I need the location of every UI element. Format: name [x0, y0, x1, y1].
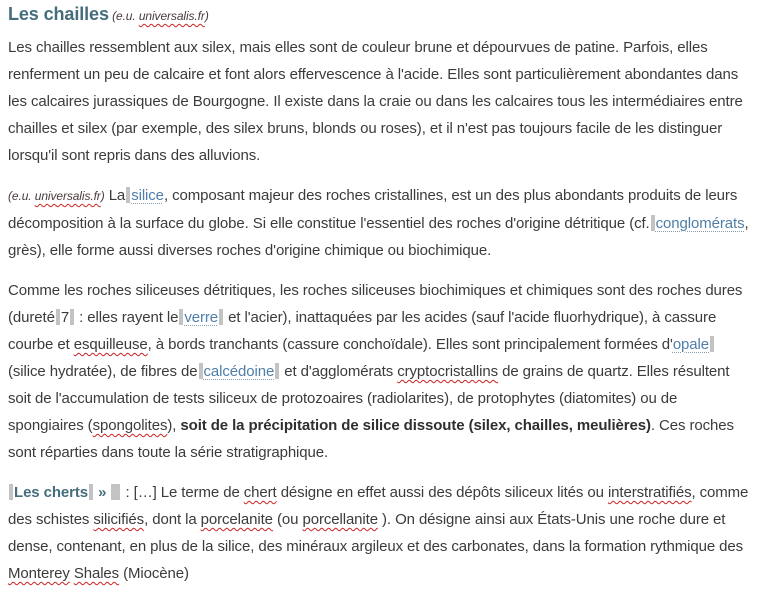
text-run: et l'acier), inattaquées par les acides (sauf l'acide fluorhydrique), à cassure courbe et	[8, 309, 717, 353]
spellcheck-flagged-word: porcelanite	[200, 511, 273, 528]
source-note-text: )	[100, 189, 105, 203]
text-run: : […] Le terme de	[121, 484, 244, 501]
bookmark-bar-mark	[219, 309, 223, 325]
document-title-text: Les chailles	[8, 4, 109, 24]
spellcheck-flagged-word: spongolites	[92, 417, 168, 434]
bookmark-bar-mark	[275, 363, 279, 379]
text-run: (silice hydratée), de fibres de	[8, 363, 198, 380]
inline-subheading: Les cherts	[14, 484, 89, 501]
spellcheck-flagged-word: silicifiés	[93, 511, 145, 528]
bookmark-bar-mark	[126, 187, 130, 203]
text-run: . Ces roches sont réparties dans toute la série stratigraphique.	[8, 417, 734, 461]
paragraph-roches-siliceuses	[8, 277, 751, 466]
text-run: , dont la	[144, 511, 201, 528]
spellcheck-flagged-word: cryptocristallins	[397, 363, 499, 380]
bookmark-bar-mark	[9, 484, 13, 500]
bookmark-block-mark	[111, 484, 120, 500]
paragraph-chailles-description	[8, 34, 751, 169]
text-run: 7	[60, 309, 70, 326]
spellcheck-flagged-word: porcellanite	[302, 511, 378, 528]
text-run: et d'agglomérats	[280, 363, 398, 380]
inline-link[interactable]: silice	[131, 187, 164, 204]
text-run: ). On désigne ainsi aux États-Unis une roche dure et dense, contenant, en plus de la silice, des minéraux argileux et des carbonates, dans la formation rythmique des	[8, 511, 744, 555]
paragraph-les-cherts	[8, 479, 751, 587]
text-run: (Miocène)	[119, 565, 189, 582]
text-run: de grains de quartz. Elles résultent soit de l'accumulation de tests siliceux de protozoaires (radiolarites), de protophytes (diatomites) ou de spongiaires (	[8, 363, 730, 434]
source-note-text: )	[204, 9, 209, 23]
text-run: , à bords tranchants (cassure conchoïdale). Elles sont principalement formées d'	[147, 336, 673, 353]
source-note-text: (e.u.	[108, 9, 139, 23]
source-note-text: (e.u.	[8, 189, 35, 203]
inline-link[interactable]: calcédoine	[203, 363, 275, 380]
bookmark-bar-mark	[70, 309, 74, 325]
text-run: (ou	[272, 511, 303, 528]
inline-link[interactable]: opale	[672, 336, 710, 353]
inline-subheading: »	[94, 484, 111, 501]
spellcheck-flagged-word: chert	[243, 484, 277, 501]
spellcheck-flagged-word: Monterey	[8, 565, 70, 582]
bookmark-bar-mark	[89, 484, 93, 500]
source-note-domain: universalis.fr	[34, 189, 101, 203]
text-run: désigne en effet aussi des dépôts siliceux lités ou	[276, 484, 608, 501]
text-run: Comme les roches siliceuses détritiques, les roches siliceuses biochimiques et chimiques sont des roches dures (dureté	[8, 282, 743, 326]
text-run: Les chailles ressemblent aux silex, mais elles sont de couleur brune et dépourvues de patine. Parfois, elles renferment un peu de calcaire et font alors effervescence à l'acide. Elles sont particulièrement abondantes dans les calcaires jurassiques de Bourgogne. Il existe dans la craie ou dans les calcaires tous les intermédiaires entre chailles et silex (par exemple, des silex bruns, blonds ou roses), et il n'est pas toujours facile de les distinguer lorsqu'il sont repris dans des alluvions.	[8, 39, 743, 164]
spellcheck-flagged-word: Shales	[73, 565, 120, 582]
bookmark-bar-mark	[56, 309, 60, 325]
bookmark-bar-mark	[710, 336, 714, 352]
inline-link[interactable]: verre	[184, 309, 219, 326]
text-run: ),	[167, 417, 181, 434]
bookmark-bar-mark	[651, 215, 655, 231]
source-note-domain: universalis.fr	[138, 9, 205, 23]
text-run: : elles rayent le	[75, 309, 179, 326]
text-run: La	[104, 187, 126, 204]
inline-link[interactable]: conglomérats	[655, 215, 745, 232]
bold-text-run: soit de la précipitation de silice dissoute (silex, chailles, meulières)	[180, 417, 651, 434]
bookmark-bar-mark	[199, 363, 203, 379]
spellcheck-flagged-word: interstratifiés	[607, 484, 692, 501]
spellcheck-flagged-word: esquilleuse	[73, 336, 148, 353]
paragraph-silice	[8, 182, 751, 264]
text-run: , composant majeur des roches cristallines, est un des plus abondants produits de leurs décomposition à la surface du globe. Si elle constitue l'essentiel des roches d'origine détritique (cf.	[8, 187, 738, 232]
text-run: , grès), elle forme aussi diverses roches d'origine chimique ou biochimique.	[8, 215, 749, 259]
text-run: , comme des schistes	[8, 484, 749, 528]
page-title	[8, 2, 751, 28]
bookmark-bar-mark	[179, 309, 183, 325]
